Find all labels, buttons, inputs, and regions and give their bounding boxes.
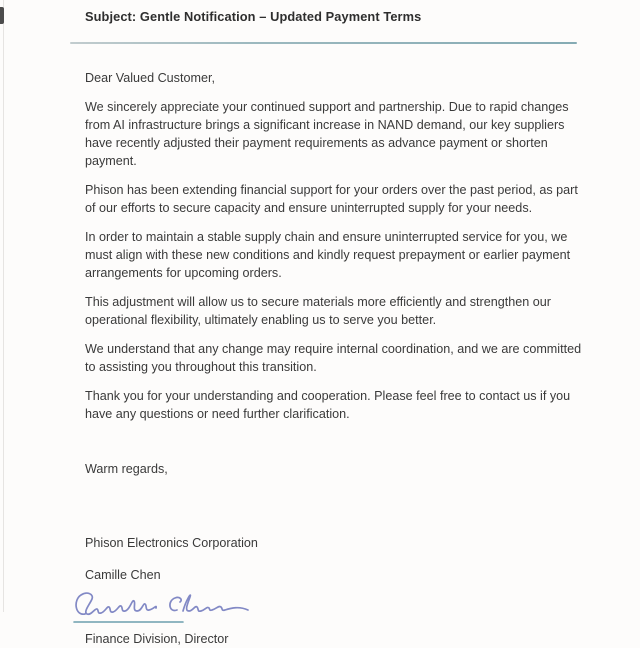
signer-title: Finance Division, Director: [85, 632, 229, 646]
handwritten-signature: [71, 586, 585, 630]
signer-name: Camille Chen: [85, 568, 161, 582]
paragraph: We sincerely appreciate your continued support and partnership. Due to rapid changes from AI infrastructure brings a significant increase in NAND demand, our key suppliers have recently adjusted their payment requirements as advance payment or shorten payment.: [85, 100, 569, 168]
paragraph: This adjustment will allow us to secure materials more efficiently and strengthen our operational flexibility, ultimately enabling us to serve you better.: [85, 295, 551, 327]
subject-divider-rule: [70, 42, 577, 44]
company-name: Phison Electronics Corporation: [85, 536, 258, 550]
signature-ink-strokes: [71, 586, 251, 630]
paragraph: In order to maintain a stable supply chain and ensure uninterrupted service for you, we must align with these new conditions and kindly request prepayment or earlier payment arrangements for upcoming orders.: [85, 230, 571, 280]
closing-phrase: Warm regards,: [85, 462, 168, 476]
paragraph: We understand that any change may require internal coordination, and we are committed to assisting you throughout this transition.: [85, 342, 582, 374]
paragraph: Thank you for your understanding and cooperation. Please feel free to contact us if you have any questions or need further clarification.: [85, 389, 571, 421]
subject-line: Subject: Gentle Notification – Updated Payment Terms: [85, 9, 422, 24]
salutation: Dear Valued Customer,: [85, 71, 215, 85]
paragraph: Phison has been extending financial support for your orders over the past period, as part of our efforts to secure capacity and ensure uninterrupted supply for your needs.: [85, 183, 578, 215]
